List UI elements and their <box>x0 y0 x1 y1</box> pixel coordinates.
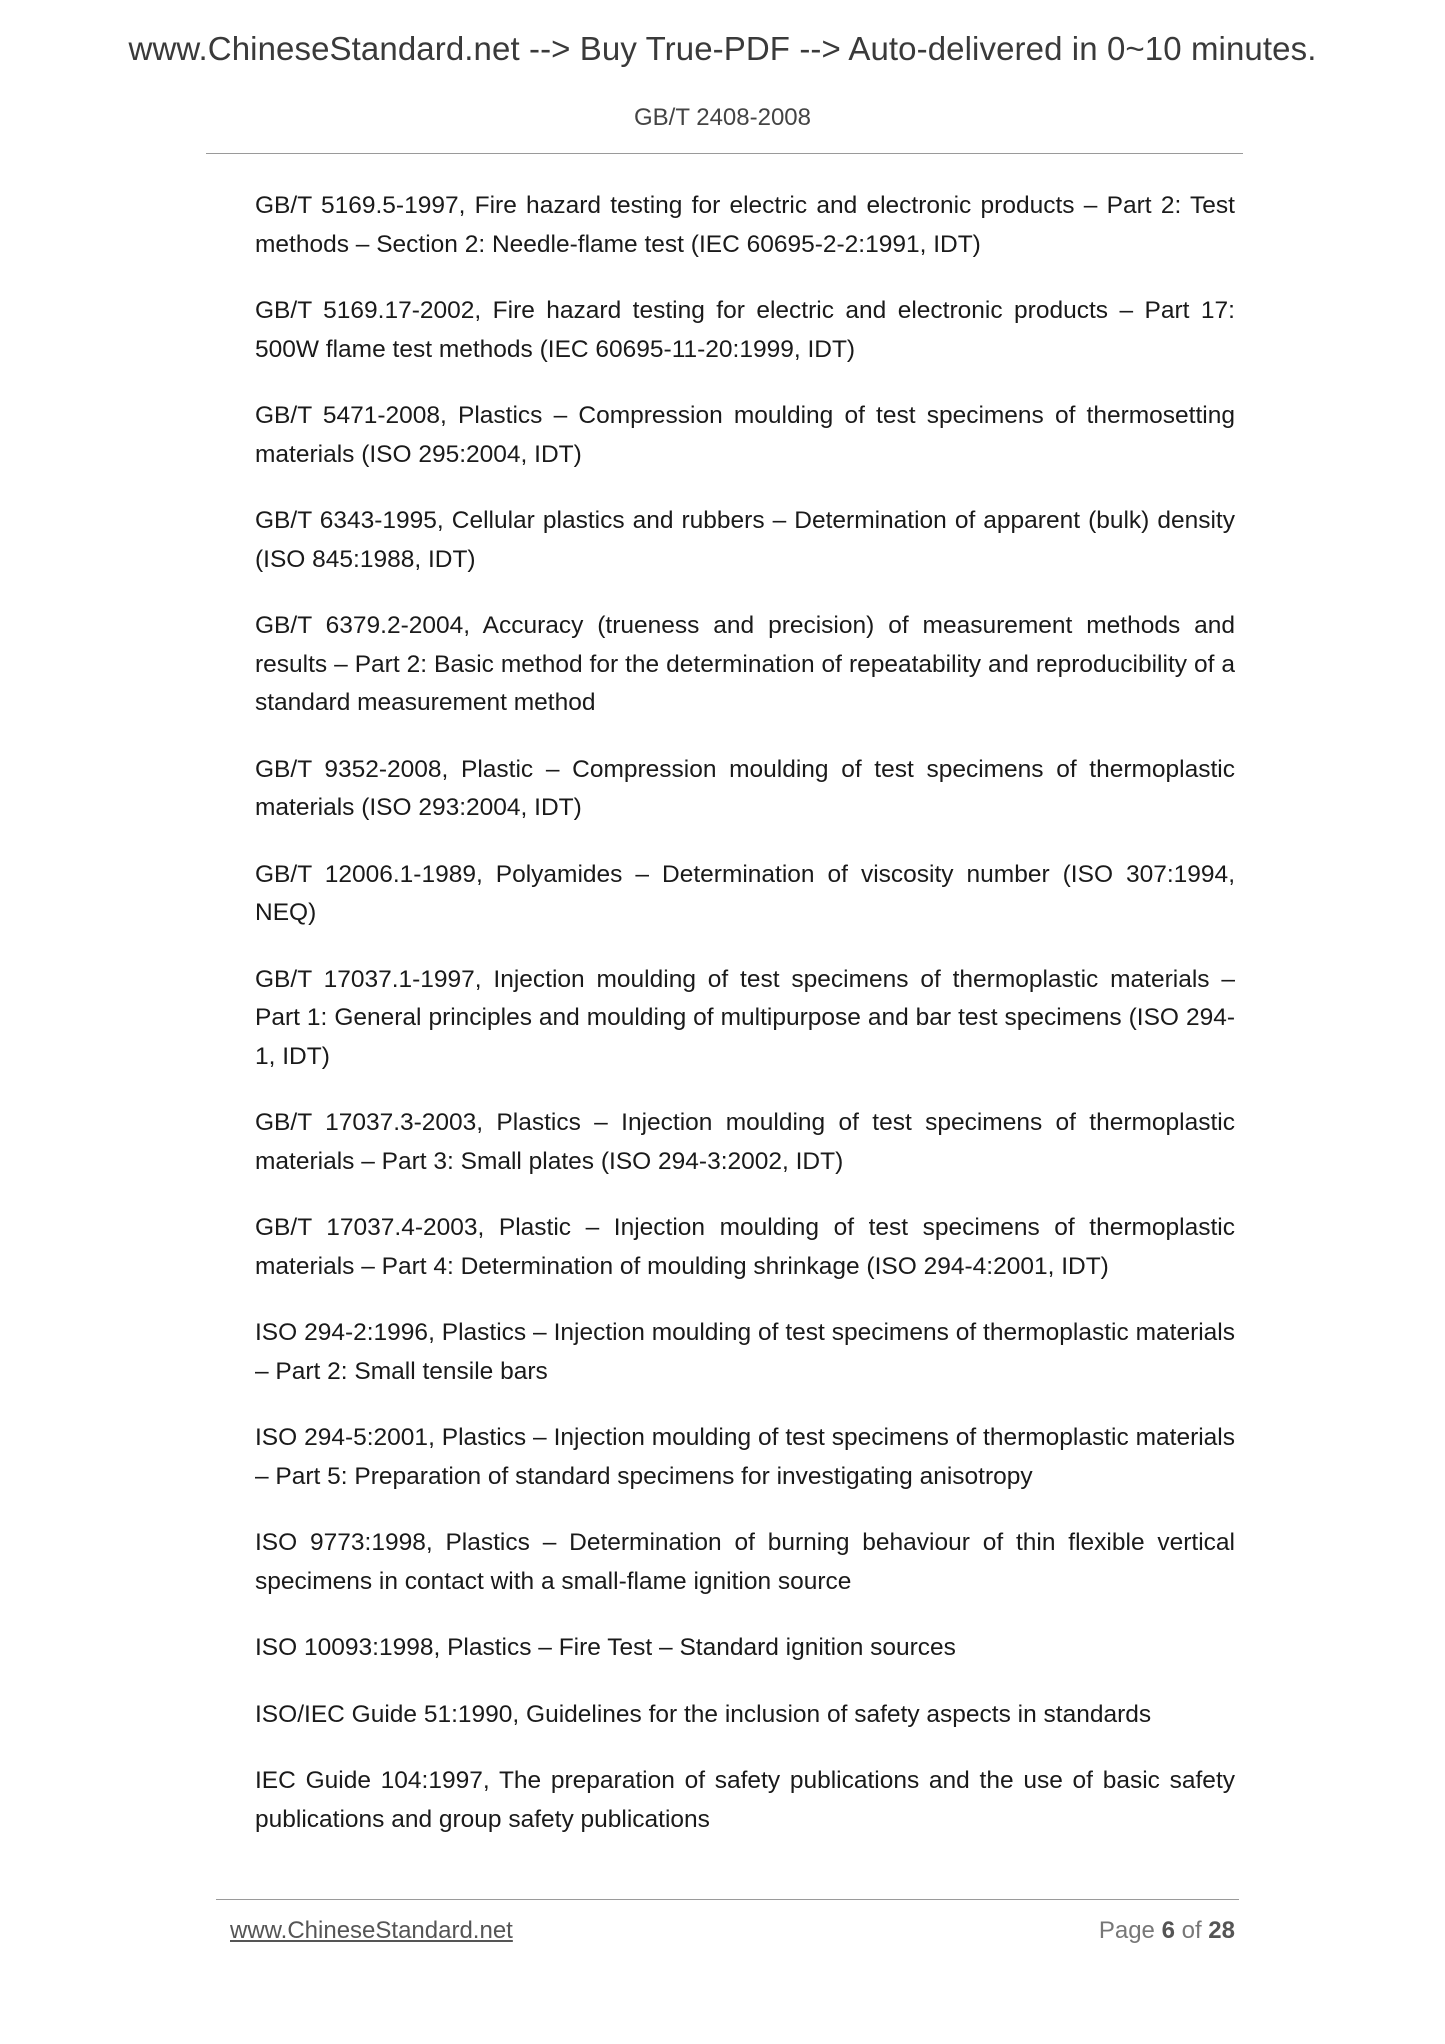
reference-item: IEC Guide 104:1997, The preparation of safety publications and the use of basic safety publications and group safety publications <box>255 1767 1235 1833</box>
document-code: GB/T 2408-2008 <box>633 104 811 131</box>
reference-item: GB/T 6379.2-2004, Accuracy (trueness and precision) of measurement methods and results – Part 2: Basic method for the determination of repeatability and reproducibility of a standard measurement method <box>255 612 1235 716</box>
page-number <box>1099 1917 1235 1945</box>
reference-item: GB/T 17037.3-2003, Plastics – Injection moulding of test specimens of thermoplastic materials – Part 3: Small plates (ISO 294-3:2002, IDT) <box>255 1109 1235 1175</box>
reference-item: ISO 10093:1998, Plastics – Fire Test – Standard ignition sources <box>255 1634 956 1661</box>
footer-website-link[interactable]: www.ChineseStandard.net <box>230 1917 513 1944</box>
normative-references-list <box>255 187 1235 1867</box>
reference-item: GB/T 5169.5-1997, Fire hazard testing for electric and electronic products – Part 2: Test methods – Section 2: Needle-flame test (IEC 60695-2-2:1991, IDT) <box>255 192 1235 258</box>
total-page-count: 28 <box>1208 1917 1235 1944</box>
reference-item: ISO 294-5:2001, Plastics – Injection moulding of test specimens of thermoplastic materials – Part 5: Preparation of standard specimens for investigating anisotropy <box>255 1424 1235 1490</box>
reference-item: ISO 9773:1998, Plastics – Determination of burning behaviour of thin flexible vertical specimens in contact with a small-flame ignition source <box>255 1529 1235 1595</box>
reference-item: ISO 294-2:1996, Plastics – Injection moulding of test specimens of thermoplastic materials – Part 2: Small tensile bars <box>255 1319 1235 1385</box>
reference-item: GB/T 17037.4-2003, Plastic – Injection moulding of test specimens of thermoplastic materials – Part 4: Determination of moulding shrinkage (ISO 294-4:2001, IDT) <box>255 1214 1235 1280</box>
header-divider <box>206 153 1243 154</box>
reference-item: GB/T 5471-2008, Plastics – Compression moulding of test specimens of thermosetting materials (ISO 295:2004, IDT) <box>255 402 1235 468</box>
footer-divider <box>216 1899 1239 1900</box>
top-banner: www.ChineseStandard.net --> Buy True-PDF --> Auto-delivered in 0~10 minutes. <box>128 30 1317 67</box>
current-page-number: 6 <box>1161 1917 1175 1944</box>
page-label: Page <box>1098 1917 1155 1944</box>
reference-item: GB/T 5169.17-2002, Fire hazard testing for electric and electronic products – Part 17: 500W flame test methods (IEC 60695-11-20:1999, IDT) <box>255 297 1235 363</box>
reference-item: ISO/IEC Guide 51:1990, Guidelines for the inclusion of safety aspects in standards <box>255 1700 1152 1728</box>
reference-item: GB/T 17037.1-1997, Injection moulding of test specimens of thermoplastic materials – Part 1: General principles and moulding of multipurpose and bar test specimens (ISO 294-1, IDT) <box>255 965 1235 1070</box>
reference-item: GB/T 6343-1995, Cellular plastics and rubbers – Determination of apparent (bulk) density (ISO 845:1988, IDT) <box>255 507 1235 573</box>
reference-item: GB/T 9352-2008, Plastic – Compression moulding of test specimens of thermoplastic materials (ISO 293:2004, IDT) <box>255 755 1235 821</box>
of-label: of <box>1181 1917 1202 1944</box>
reference-item: GB/T 12006.1-1989, Polyamides – Determination of viscosity number (ISO 307:1994, NEQ) <box>255 860 1235 926</box>
